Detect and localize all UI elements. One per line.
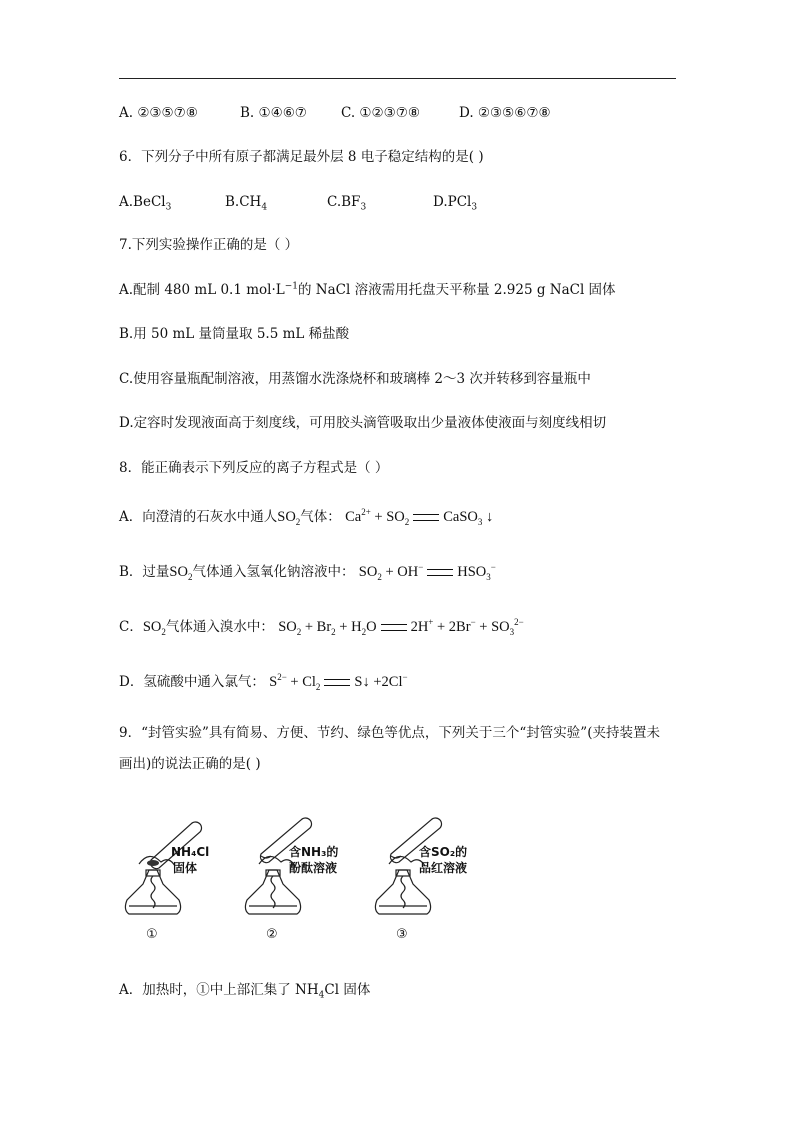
q5-option-b: B. ①④⑥⑦ <box>240 105 307 121</box>
q8-option-b: B．过量$SO_2$气体通入氢氧化钠溶液中： $SO_2 + OH^-$ $HSO_3^-$ <box>119 562 496 582</box>
q8-option-a: A．向澄清的石灰水中通人$SO_2$气体： $Ca^{2+} + SO_2$ CaSO$_3$ ↓ <box>119 507 494 527</box>
header-rule <box>119 78 676 79</box>
q6-options <box>119 192 477 212</box>
q7-option-b: B.用 50 mL 量筒量取 5.5 mL 稀盐酸 <box>119 326 350 342</box>
q6-stem: 6．下列分子中所有原子都满足最外层 8 电子稳定结构的是( ) <box>119 149 484 165</box>
q7-option-a: A.配制 480 mL 0.1 $mol\cdot L^{-1}$的 NaCl 溶液需用托盘天平称量 2.925 g NaCl 固体 <box>119 281 616 298</box>
q7-stem: 7.下列实验操作正确的是（ ） <box>119 237 299 253</box>
label-3b: 品红溶液 <box>419 861 468 875</box>
q9-option-a: A．加热时，①中上部汇集了 $NH_4Cl$ 固体 <box>119 982 371 1001</box>
q5-options <box>119 103 551 123</box>
q5-option-c: C. ①②③⑦⑧ <box>341 105 420 121</box>
q8-stem: 8．能正确表示下列反应的离子方程式是（ ） <box>119 460 389 476</box>
q9-stem-line2: 画出)的说法正确的是( ) <box>119 756 261 772</box>
q7-option-d: D.定容时发现液面高于刻度线，可用胶头滴管吸取出少量液体使液面与刻度线相切 <box>119 415 607 431</box>
label-2a: 含NH₃的 <box>289 845 339 859</box>
label-1a: NH₄Cl <box>171 845 210 859</box>
figure-number-1: ① <box>146 927 158 942</box>
q6-option-b: $B.CH_4$ <box>225 194 268 213</box>
q8-option-d: D．氢硫酸中通入氯气： $S^{2-} + Cl_2$ S↓ +2Cl− <box>119 672 408 692</box>
figure-number-3: ③ <box>396 927 408 942</box>
q6-option-d: D.PCl$_3$ <box>433 194 478 213</box>
q6-option-c: $C.BF_3$ <box>327 194 367 213</box>
sealed-tube-figure <box>119 810 489 950</box>
q5-option-d: D. ②③⑤⑥⑦⑧ <box>459 105 551 121</box>
q9-stem-line1: 9．“封管实验”具有简易、方便、节约、绿色等优点，下列关于三个“封管实验”(夹持装置未 <box>119 725 660 741</box>
label-2b: 酚酞溶液 <box>289 861 338 875</box>
label-1b: 固体 <box>173 861 198 875</box>
q6-option-a: A.BeCl$_3$ <box>119 194 172 213</box>
q7-option-c: C.使用容量瓶配制溶液，用蒸馏水洗涤烧杯和玻璃棒 2～3 次并转移到容量瓶中 <box>119 371 591 387</box>
figure-number-2: ② <box>266 927 278 942</box>
q8-option-c: C．$SO_2$气体通入溴水中： $SO_2 + Br_2 + H_2O$ $2H^+ + 2Br^- + SO_3^{2-}$ <box>119 617 524 637</box>
label-3a: 含SO₂的 <box>419 845 468 859</box>
q5-option-a: A. ②③⑤⑦⑧ <box>119 105 198 121</box>
